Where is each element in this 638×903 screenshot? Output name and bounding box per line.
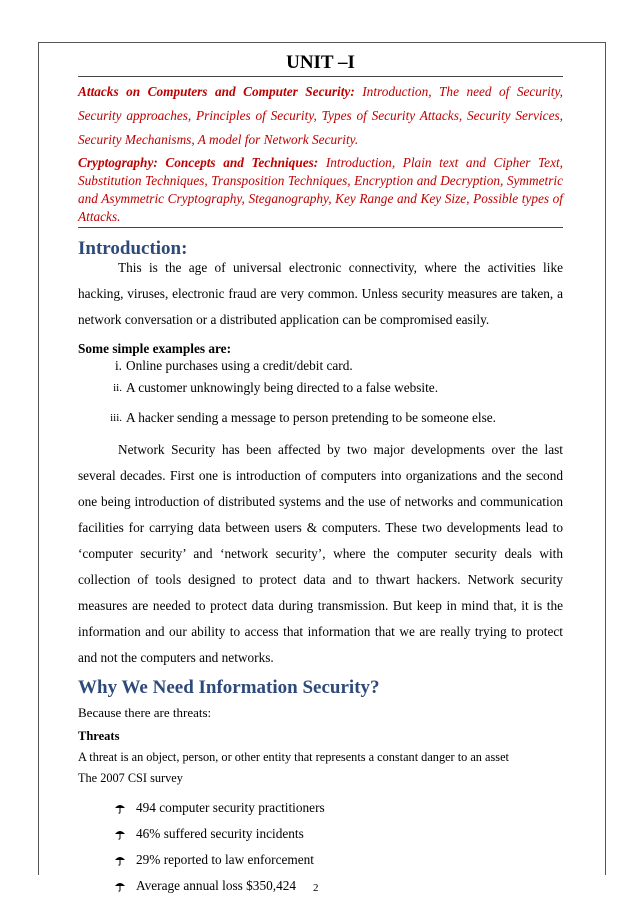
because-text: Because there are threats: (78, 705, 212, 720)
list-item-text: A customer unknowingly being directed to a false website. (126, 380, 439, 395)
syllabus-attacks-text: Introduction, The need of Security, Security approaches, Principles of Security, Types of Security Attacks, Security Services, Security Mechanisms, A model for Network Security. (78, 84, 563, 147)
why-heading: Why We Need Information Security? (78, 677, 380, 698)
list-item (78, 403, 563, 431)
examples-list (78, 357, 563, 431)
syllabus-attacks (78, 77, 563, 152)
intro-heading: Introduction: (78, 238, 188, 259)
umbrella-icon (114, 880, 126, 892)
list-item (78, 795, 563, 821)
document-content (78, 50, 563, 899)
survey-text: The 2007 CSI survey (78, 771, 183, 785)
page-title: UNIT –I (286, 52, 355, 73)
divider-bottom (78, 227, 563, 228)
list-item (78, 375, 563, 403)
syllabus-cryptography-text: Introduction, Plain text and Cipher Text, Substitution Techniques, Transposition Techniques, Encryption and Decryption, Symmetric and Asymmetric Cryptography, Steganography, Key Range and Key Size, Possible types of Attacks. (78, 155, 563, 224)
syllabus-attacks-label: Attacks on Computers and Computer Security: (78, 84, 355, 99)
list-item-number: iii. (110, 412, 122, 424)
page-number: 2 (313, 882, 319, 894)
list-item (78, 873, 563, 899)
list-item-text: 29% reported to law enforcement (136, 852, 314, 867)
list-item-text: Average annual loss $350,424 (136, 878, 297, 893)
list-item (78, 847, 563, 873)
list-item-number: i. (114, 358, 122, 373)
survey-list (78, 795, 563, 899)
intro-paragraph: This is the age of universal electronic connectivity, where the activities like hacking, viruses, electronic fraud are very common. Unless security measures are taken, a network conversation or a distributed application can be compromised easily. (78, 260, 563, 327)
threats-heading: Threats (78, 729, 120, 743)
umbrella-icon (114, 828, 126, 840)
list-item-text: 494 computer security practitioners (136, 800, 325, 815)
list-item-text: Online purchases using a credit/debit card. (126, 358, 353, 373)
threat-definition: A threat is an object, person, or other entity that represents a constant danger to an asset (78, 750, 509, 764)
syllabus-cryptography-label: Cryptography: Concepts and Techniques: (78, 155, 319, 170)
list-item-number: ii. (113, 382, 122, 394)
umbrella-icon (114, 802, 126, 814)
list-item (78, 821, 563, 847)
examples-heading: Some simple examples are: (78, 341, 232, 356)
network-security-paragraph: Network Security has been affected by two major developments over the last several decades. First one is introduction of computers into organizations and the second one being introduction of distributed systems and the use of networks and communication facilities for carrying data between users & computers. These two developments lead to ‘computer security’ and ‘network security’, where the computer security deals with collection of tools designed to protect data and to thwart hackers. Network security measures are needed to protect data during transmission. But keep in mind that, it is the information and our ability to access that information that we are really trying to protect and not the computers and networks. (78, 442, 563, 665)
umbrella-icon (114, 854, 126, 866)
list-item (78, 357, 563, 375)
list-item-text: A hacker sending a message to person pretending to be someone else. (126, 410, 496, 425)
syllabus-cryptography (78, 152, 563, 227)
list-item-text: 46% suffered security incidents (136, 826, 304, 841)
